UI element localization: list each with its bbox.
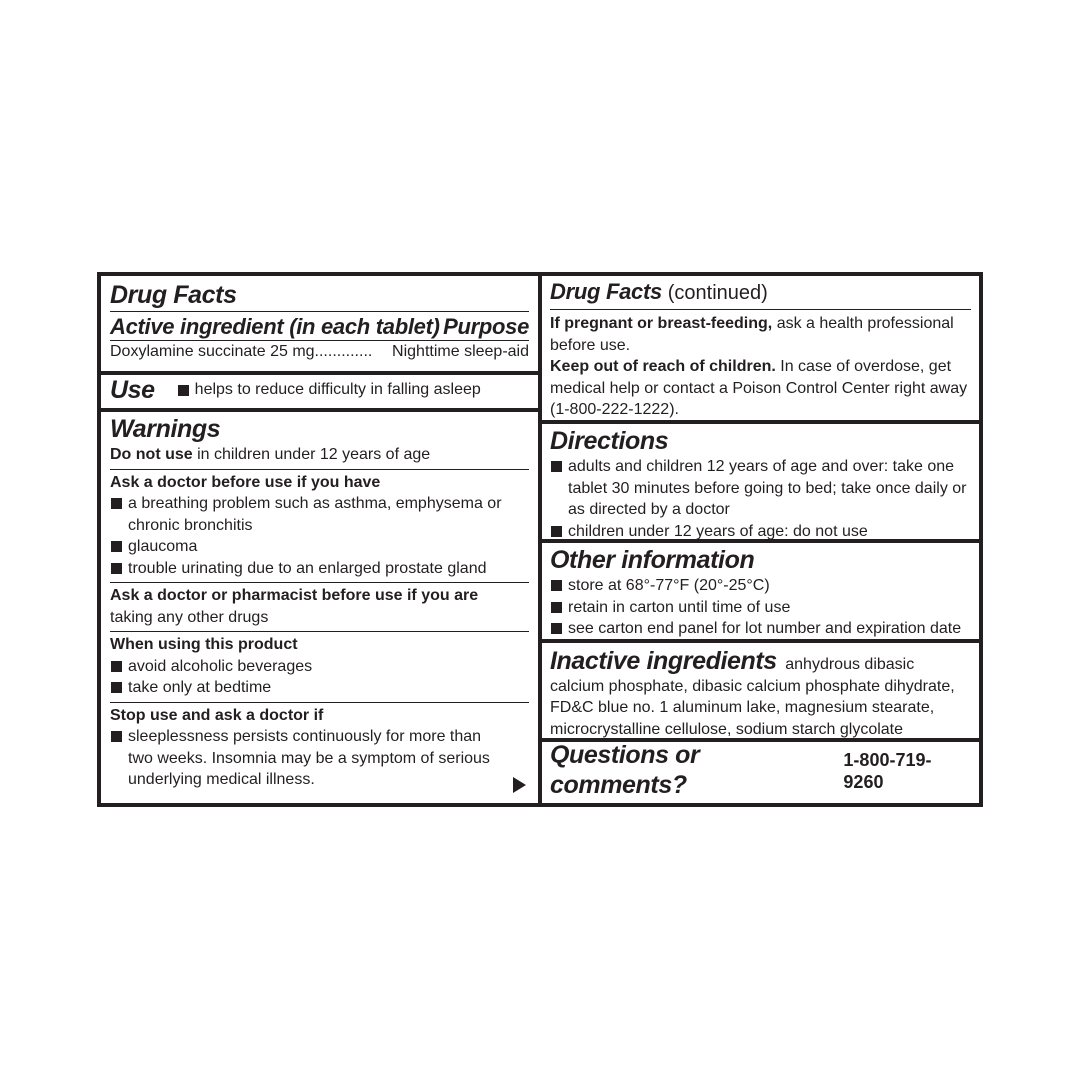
inactive-text: anhydrous dibasic calcium phosphate, dibasic calcium phosphate dihydrate, FD&C blue no. 1 aluminum lake, magnesium stearate, microcrystalline cellulose, sodium starch glycolate: [550, 655, 955, 738]
inactive-ingredients-panel: [542, 643, 979, 738]
continued-title-main: Drug Facts: [550, 279, 662, 304]
list-item-text: retain in carton until time of use: [568, 598, 791, 616]
active-ingredient-panel: [101, 276, 538, 371]
questions-heading: Questions or comments?: [550, 741, 700, 800]
keep-out-body: In case of overdose, get medical help or contact a Poison Control Center right away (1-800-222-1222).: [550, 358, 968, 418]
stop-use-heading: Stop use and ask a doctor if: [110, 706, 324, 724]
drug-facts-title: Drug Facts: [110, 280, 529, 312]
list-item: [110, 493, 529, 536]
bullet-icon: [551, 580, 562, 591]
when-using-heading: When using this product: [110, 636, 298, 653]
directions-panel: [542, 424, 979, 539]
do-not-use-line: [110, 444, 529, 466]
do-not-use-text: in children under 12 years of age: [192, 446, 431, 463]
list-item-text: children under 12 years of age: do not use: [568, 522, 868, 540]
continued-title: [550, 279, 971, 310]
list-item: [550, 521, 971, 539]
list-item-text: a breathing problem such as asthma, emphysema or chronic bronchitis: [128, 495, 502, 534]
ask-pharmacist-text: taking any other drugs: [110, 608, 269, 626]
stop-use-section: [110, 702, 529, 794]
ask-pharmacist-heading: Ask a doctor or pharmacist before use if you are: [110, 587, 479, 604]
list-item: [110, 536, 529, 558]
bullet-icon: [111, 563, 122, 574]
ingredient-line: Doxylamine succinate 25 mg.............: [110, 343, 373, 360]
bullet-icon: [111, 661, 122, 672]
use-panel: [101, 375, 538, 408]
ask-doctor-section: [110, 469, 529, 583]
directions-heading: Directions: [550, 427, 669, 456]
do-not-use-bold: Do not use: [110, 446, 193, 463]
bullet-icon: [178, 385, 189, 396]
purpose-value: Nighttime sleep-aid: [392, 343, 529, 360]
list-item: [110, 656, 529, 678]
continued-panel: [542, 276, 979, 420]
pregnant-body: ask a health professional before use.: [550, 315, 954, 354]
list-item-text: trouble urinating due to an enlarged prostate gland: [128, 559, 487, 577]
use-text: helps to reduce difficulty in falling asleep: [194, 381, 481, 399]
pregnant-bold: If pregnant or breast-feeding,: [550, 315, 773, 332]
inactive-heading: Inactive ingredients: [550, 646, 777, 675]
list-item: [550, 618, 971, 639]
list-item: [550, 597, 971, 619]
bullet-icon: [551, 526, 562, 537]
list-item-text: sleeplessness persists continuously for more than two weeks. Insomnia may be a symptom of serious underlying medical illness.: [128, 728, 490, 788]
warnings-intro: [110, 414, 529, 469]
active-ingredient-header: [110, 312, 529, 341]
bullet-icon: [111, 731, 122, 742]
ask-pharmacist-section: [110, 582, 529, 631]
list-item: [550, 456, 971, 521]
bullet-icon: [551, 623, 562, 634]
right-column: [542, 276, 979, 803]
drug-facts-label: [97, 272, 983, 807]
active-ingredient-heading: Active ingredient (in each tablet): [110, 314, 440, 339]
left-column: [101, 276, 538, 803]
list-item-text: avoid alcoholic beverages: [128, 657, 313, 675]
other-info-panel: [542, 543, 979, 639]
keep-out-bold: Keep out of reach of children.: [550, 358, 776, 375]
other-info-heading: Other information: [550, 546, 755, 575]
pregnant-text: [550, 313, 971, 356]
questions-panel: [542, 742, 979, 803]
triangle-right-icon: [513, 777, 526, 793]
list-item: [110, 726, 529, 791]
list-item-text: see carton end panel for lot number and expiration date: [568, 620, 962, 638]
list-item-text: take only at bedtime: [128, 679, 272, 696]
purpose-heading: Purpose: [443, 314, 529, 339]
questions-phone: 1-800-719-9260: [843, 750, 932, 792]
warnings-heading: Warnings: [110, 415, 221, 443]
bullet-icon: [551, 602, 562, 613]
continued-title-suffix: (continued): [667, 282, 768, 304]
bullet-icon: [111, 682, 122, 693]
list-item-text: glaucoma: [128, 538, 198, 555]
list-item: [110, 677, 529, 699]
list-item: [110, 558, 529, 580]
ingredient-row: [110, 341, 529, 363]
keep-out-text: [550, 356, 971, 420]
list-item-text: store at 68°-77°F (20°-25°C): [568, 577, 770, 595]
bullet-icon: [551, 461, 562, 472]
bullet-icon: [111, 541, 122, 552]
when-using-section: [110, 631, 529, 702]
list-item-text: adults and children 12 years of age and over: take one tablet 30 minutes before going to bed; take once daily or as directed by a doctor: [568, 458, 967, 519]
warnings-panel: [101, 412, 538, 803]
bullet-icon: [111, 498, 122, 509]
list-item: [550, 575, 971, 597]
ask-doctor-heading: Ask a doctor before use if you have: [110, 473, 381, 491]
use-heading: Use: [110, 376, 155, 404]
